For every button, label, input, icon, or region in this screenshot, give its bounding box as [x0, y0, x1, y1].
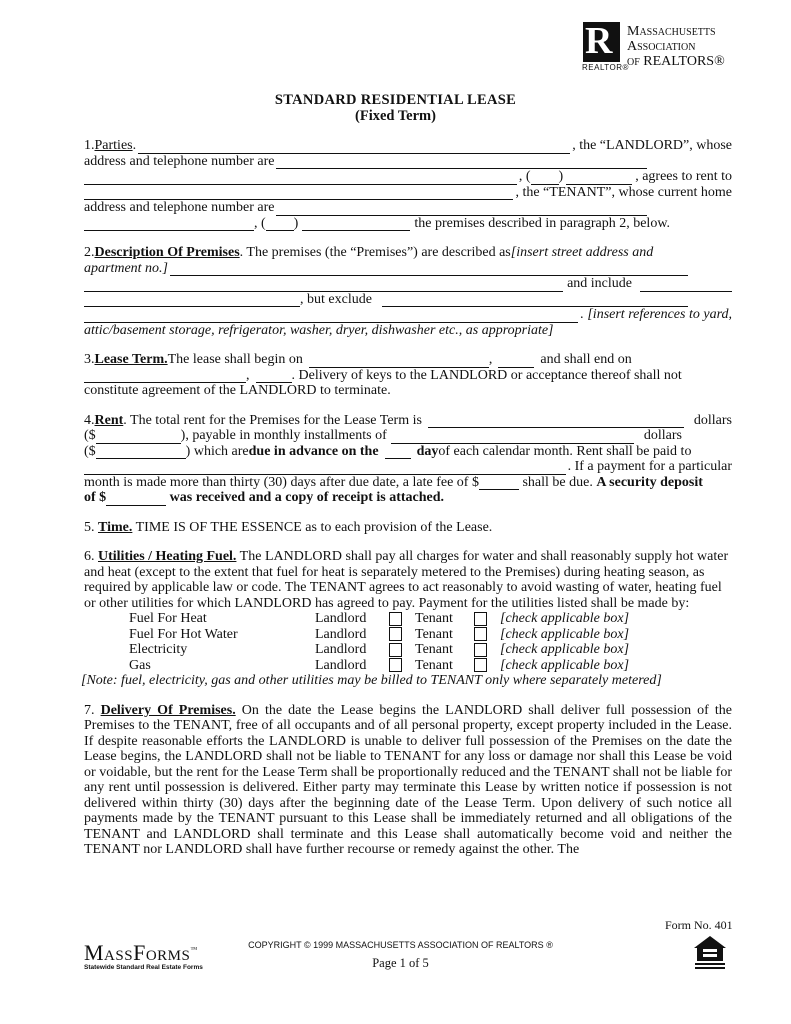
utilities-table	[84, 611, 732, 673]
check-note: [check applicable box]	[500, 657, 630, 673]
tenant-checkbox[interactable]	[470, 642, 500, 658]
utilities-note: [Note: fuel, electricity, gas and other utilities may be billed to TENANT only where separately metered]	[81, 673, 662, 688]
landlord-checkbox[interactable]	[385, 611, 415, 627]
checkbox-square[interactable]	[474, 643, 487, 657]
tenant-address-blank-2[interactable]	[84, 219, 254, 231]
section-parties: 1. Parties . , the “LANDLORD”, whose address and telephone number are , ( ) , agrees to rent to , the “TENANT”, whose current home address and telephone number are , ( ) the premises described in paragraph 2, below.	[84, 138, 732, 231]
section-heading: Parties	[94, 138, 133, 153]
section-heading: Time.	[98, 519, 133, 535]
section-time: 5. Time. TIME IS OF THE ESSENCE as to each provision of the Lease.	[84, 519, 493, 535]
checkbox-square[interactable]	[389, 658, 402, 672]
tenant-checkbox[interactable]	[470, 627, 500, 643]
section-heading: Rent	[94, 412, 124, 428]
monthly-amount-blank[interactable]	[96, 447, 186, 459]
section-heading: Description Of Premises	[94, 245, 240, 260]
document-subtitle: (Fixed Term)	[355, 108, 436, 124]
check-note: [check applicable box]	[500, 626, 630, 642]
spacer	[84, 627, 129, 643]
checkbox-square[interactable]	[389, 612, 402, 626]
landlord-phone-blank[interactable]	[566, 173, 632, 185]
spacer	[84, 642, 129, 658]
section-lease-term: 3. Lease Term. The lease shall begin on , and shall end on , . Delivery of keys to the LANDLORD or acceptance thereof shall not constitute agreement of the LANDLORD to terminate.	[84, 352, 682, 398]
exclude-blank[interactable]	[382, 295, 688, 307]
section-heading: Delivery Of Premises.	[100, 702, 236, 718]
check-note: [check applicable box]	[500, 642, 630, 657]
equal-housing-icon	[693, 935, 727, 971]
tenant-label: Tenant	[415, 642, 453, 657]
landlord-label: Landlord	[315, 642, 367, 657]
tenant-phone-blank[interactable]	[302, 219, 410, 231]
total-rent-amount-blank[interactable]	[96, 432, 181, 444]
utility-item-label: Fuel For Heat	[129, 611, 207, 626]
tenant-name-blank[interactable]	[84, 188, 513, 200]
security-deposit-blank[interactable]	[106, 494, 166, 506]
monthly-installment-blank[interactable]	[391, 432, 634, 444]
utility-item-label: Fuel For Hot Water	[129, 626, 238, 642]
section-rent: 4. Rent . The total rent for the Premises for the Lease Term is dollars ($ ), payable in monthly installments of dollars ($ ) which are due in advance on the day of each calendar month. Rent shall be paid to . If a payment for a particular month is made more than thirty (30) days after due date, a late fee of $ shall be due. A security deposit of $ was received and a copy of receipt is attached.	[84, 412, 732, 505]
tenant-label: Tenant	[415, 657, 453, 673]
tenant-checkbox[interactable]	[470, 611, 500, 627]
section-utilities: 6. Utilities / Heating Fuel. The LANDLORD shall pay all charges for water and shall reasonably supply hot water and heat (except to the extent that fuel for heat is separately metered to the Premises) during heating season, as required by applicable law or code. The TENANT agrees to act reasonably to avoid wasting of water, heating fuel or other utilities for which LANDLORD has agreed to pay. Payment for the utilities listed shall be made by: Fuel For Heat Landlord Tenant [check applicable box] Fuel For Hot Water Landlord Tenant [check applicable box] Electricity Landlord Tenant [check applicable box] Gas Landlord Tenant [check applicable box] [Note: fuel, electricity, gas and other utilities may be billed to TENANT only where separately metered]	[84, 549, 732, 689]
tenant-label: Tenant	[415, 611, 453, 626]
total-rent-blank[interactable]	[428, 416, 684, 428]
association-name: Massachusetts Association of REALTORS®	[627, 24, 725, 69]
end-date-blank[interactable]	[84, 371, 246, 383]
landlord-name-blank[interactable]	[138, 142, 570, 154]
end-year-blank[interactable]	[256, 371, 292, 383]
document-title: STANDARD RESIDENTIAL LEASE	[274, 92, 517, 108]
landlord-checkbox[interactable]	[385, 642, 415, 658]
form-number: Form No. 401	[665, 918, 733, 932]
section-premises: 2. Description Of Premises . The premises (the “Premises”) are described as [insert street address and apartment no.] and include , but exclude . [insert references to yard, attic/basement storage, refrigerator, washer, dryer, dishwasher etc., as appropriate]	[84, 245, 732, 338]
start-year-blank[interactable]	[498, 356, 534, 368]
tenant-area-code-blank[interactable]	[266, 219, 294, 231]
landlord-area-code-blank[interactable]	[531, 173, 559, 185]
section-heading: Lease Term.	[94, 352, 168, 367]
checkbox-square[interactable]	[474, 658, 487, 672]
realtor-r-icon: R	[583, 22, 620, 62]
landlord-address-blank[interactable]	[276, 157, 647, 169]
landlord-label: Landlord	[315, 657, 367, 673]
tenant-checkbox[interactable]	[470, 658, 500, 674]
include-blank[interactable]	[640, 280, 732, 292]
include-blank-2[interactable]	[84, 295, 300, 307]
utility-item-label: Gas	[129, 657, 151, 673]
landlord-label: Landlord	[315, 611, 367, 626]
realtors-logo	[583, 22, 743, 74]
checkbox-square[interactable]	[389, 627, 402, 641]
checkbox-square[interactable]	[474, 612, 487, 626]
spacer	[84, 611, 129, 627]
tenant-label: Tenant	[415, 626, 453, 642]
check-note: [check applicable box]	[500, 611, 630, 626]
pay-to-blank[interactable]	[84, 463, 566, 475]
lease-body	[81, 138, 733, 858]
late-fee-blank[interactable]	[479, 478, 519, 490]
utility-item-label: Electricity	[129, 642, 188, 657]
massforms-logo: MassForms™ Statewide Standard Real Estate Forms	[84, 940, 203, 971]
tenant-address-blank[interactable]	[276, 204, 647, 216]
checkbox-square[interactable]	[389, 643, 402, 657]
exclude-blank-2[interactable]	[84, 311, 578, 323]
premises-address-blank[interactable]	[170, 264, 688, 276]
checkbox-square[interactable]	[474, 627, 487, 641]
page-number: Page 1 of 5	[372, 956, 429, 970]
start-date-blank[interactable]	[309, 356, 489, 368]
section-delivery: 7. Delivery Of Premises. On the date the Lease begins the LANDLORD shall deliver full possession of the Premises to the TENANT, free of all occupants and of all personal property, except property included in the Lease. If despite reasonable efforts the LANDLORD is unable to deliver full possession of the Premises on the date the Lease begins, the LANDLORD shall not be liable to TENANT for any loss or damage nor shall this Lease be void or voidable, but the rent for the Lease Term shall be proportionally reduced and the TENANT shall not be liable for any rent until possession is delivered. Either party may terminate this Lease by written notice if possession is not delivered within thirty (30) days after the beginning date of the Lease Term. Upon delivery of such notice all payments made by the TENANT pursuant to this Lease shall be immediately returned and all obligations of the TENANT and LANDLORD shall terminate and this Lease shall automatically become void and neither the TENANT nor LANDLORD shall have further recourse or remedy against the other. The	[84, 702, 733, 857]
landlord-checkbox[interactable]	[385, 627, 415, 643]
premises-address-blank-2[interactable]	[84, 280, 563, 292]
landlord-checkbox[interactable]	[385, 658, 415, 674]
realtor-mark: REALTOR®	[582, 63, 629, 72]
landlord-label: Landlord	[315, 626, 367, 642]
spacer	[84, 658, 129, 674]
copyright-notice: COPYRIGHT © 1999 MASSACHUSETTS ASSOCIATION OF REALTORS ®	[248, 940, 553, 950]
landlord-address-blank-2[interactable]	[84, 173, 517, 185]
due-day-blank[interactable]	[385, 447, 411, 459]
section-heading: Utilities / Heating Fuel.	[98, 549, 237, 564]
